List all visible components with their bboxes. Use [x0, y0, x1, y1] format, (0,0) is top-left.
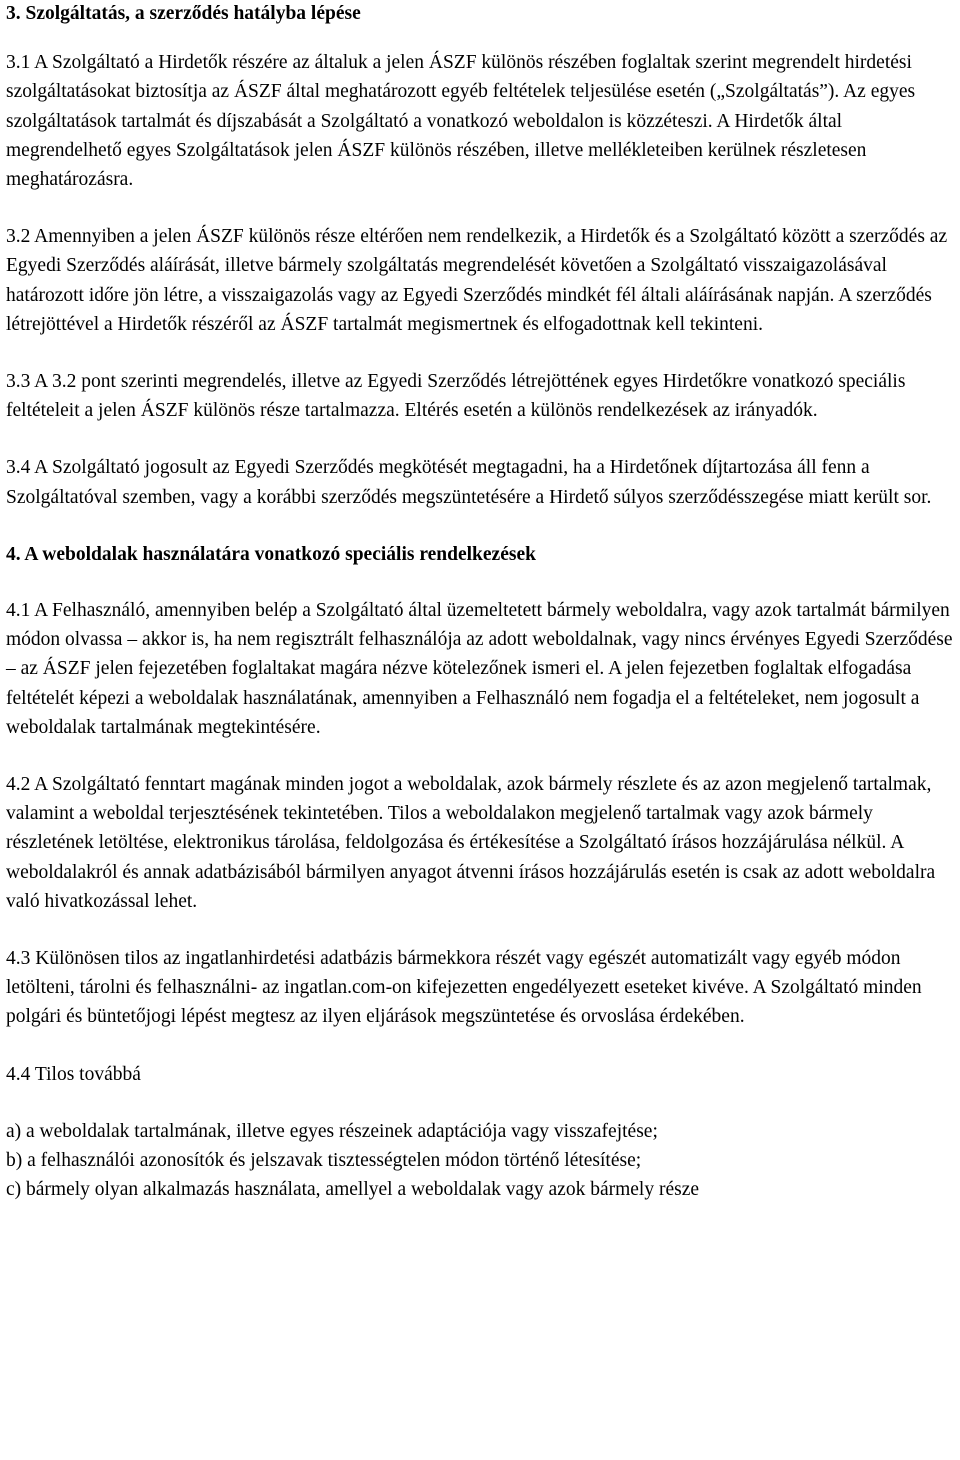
paragraph-3-3: 3.3 A 3.2 pont szerinti megrendelés, illetve az Egyedi Szerződés létrejöttének egyes Hirdetőkre vonatkozó speciális feltételeit a jelen ÁSZF különös része tartalmazza. Eltérés esetén a különös rendelkezések az irányadók.	[6, 371, 906, 422]
document-page	[6, 0, 956, 1205]
paragraph-3-4: 3.4 A Szolgáltató jogosult az Egyedi Szerződés megkötését megtagadni, ha a Hirdetőnek díjtartozása áll fenn a Szolgáltatóval szemben, vagy a korábbi szerződés megszüntetésére a Hirdető súlyos szerződésszegése miatt került sor.	[6, 457, 932, 508]
paragraph-4-2: 4.2 A Szolgáltató fenntart magának minden jogot a weboldalak, azok bármely részlete és az azon megjelenő tartalmak, valamint a weboldal terjesztésének tekintetében. Tilos a weboldalakon megjelenő tartalmak vagy azok bármely részletének letöltése, elektronikus tárolása, feldolgozása és értékesítése a Szolgáltató írásos hozzájárulása nélkül. A weboldalakról és annak adatbázisából bármilyen anyagot átvenni írásos hozzájárulás esetén is csak az adott weboldalra való hivatkozással lehet.	[6, 774, 936, 912]
paragraph-4-4: 4.4 Tilos továbbá	[6, 1063, 141, 1085]
section-4-heading: 4. A weboldalak használatára vonatkozó speciális rendelkezések	[6, 543, 536, 565]
list-item-a: a) a weboldalak tartalmának, illetve egyes részeinek adaptációja vagy visszafejtése;	[6, 1120, 658, 1142]
list-item-b: b) a felhasználói azonosítók és jelszavak tisztességtelen módon történő létesítése;	[6, 1150, 642, 1172]
list-item-c: c) bármely olyan alkalmazás használata, amellyel a weboldalak vagy azok bármely része	[6, 1179, 700, 1201]
paragraph-4-3: 4.3 Különösen tilos az ingatlanhirdetési adatbázis bármekkora részét vagy egészét automatizált vagy egyéb módon letölteni, tárolni és felhasználni- az ingatlan.com-on kifejezetten engedélyezett eseteket kivéve. A Szolgáltató minden polgári és büntetőjogi lépést megtesz az ilyen eljárások megszüntetése és orvoslása érdekében.	[6, 948, 922, 1028]
section-3-heading: 3. Szolgáltatás, a szerződés hatályba lépése	[6, 3, 361, 24]
paragraph-3-2: 3.2 Amennyiben a jelen ÁSZF különös része eltérően nem rendelkezik, a Hirdetők és a Szolgáltató között a szerződés az Egyedi Szerződés aláírását, illetve bármely szolgáltatás megrendelését követően a Szolgáltató visszaigazolásával határozott időre jön létre, a visszaigazolás vagy az Egyedi Szerződés mindkét fél általi aláírásának napján. A szerződés létrejöttével a Hirdetők részéről az ÁSZF tartalmát megismertnek és elfogadottnak kell tekinteni.	[6, 226, 948, 335]
paragraph-4-1: 4.1 A Felhasználó, amennyiben belép a Szolgáltató által üzemeltetett bármely weboldalra, vagy azok tartalmát bármilyen módon olvassa – akkor is, ha nem regisztrált felhasználója az adott weboldalnak, vagy nincs érvényes Egyedi Szerződése – az ÁSZF jelen fejezetében foglaltakat magára nézve kötelezőnek ismeri el. A jelen fejezetben foglaltak elfogadása feltételét képezi a weboldalak használatának, amennyiben a Felhasználó nem fogadja el a feltételeket, nem jogosult a weboldalak tartalmának megtekintésére.	[6, 600, 953, 738]
paragraph-3-1: 3.1 A Szolgáltató a Hirdetők részére az általuk a jelen ÁSZF különös részében foglaltak szerint megrendelt hirdetési szolgáltatásokat biztosítja az ÁSZF által meghatározott egyéb feltételek teljesülése esetén („Szolgáltatás”). Az egyes szolgáltatások tartalmát és díjszabását a Szolgáltató a vonatkozó weboldalon is közzéteszi. A Hirdetők által megrendelhető egyes Szolgáltatások jelen ÁSZF különös részében, illetve mellékleteiben kerülnek részletesen meghatározásra.	[6, 52, 916, 191]
